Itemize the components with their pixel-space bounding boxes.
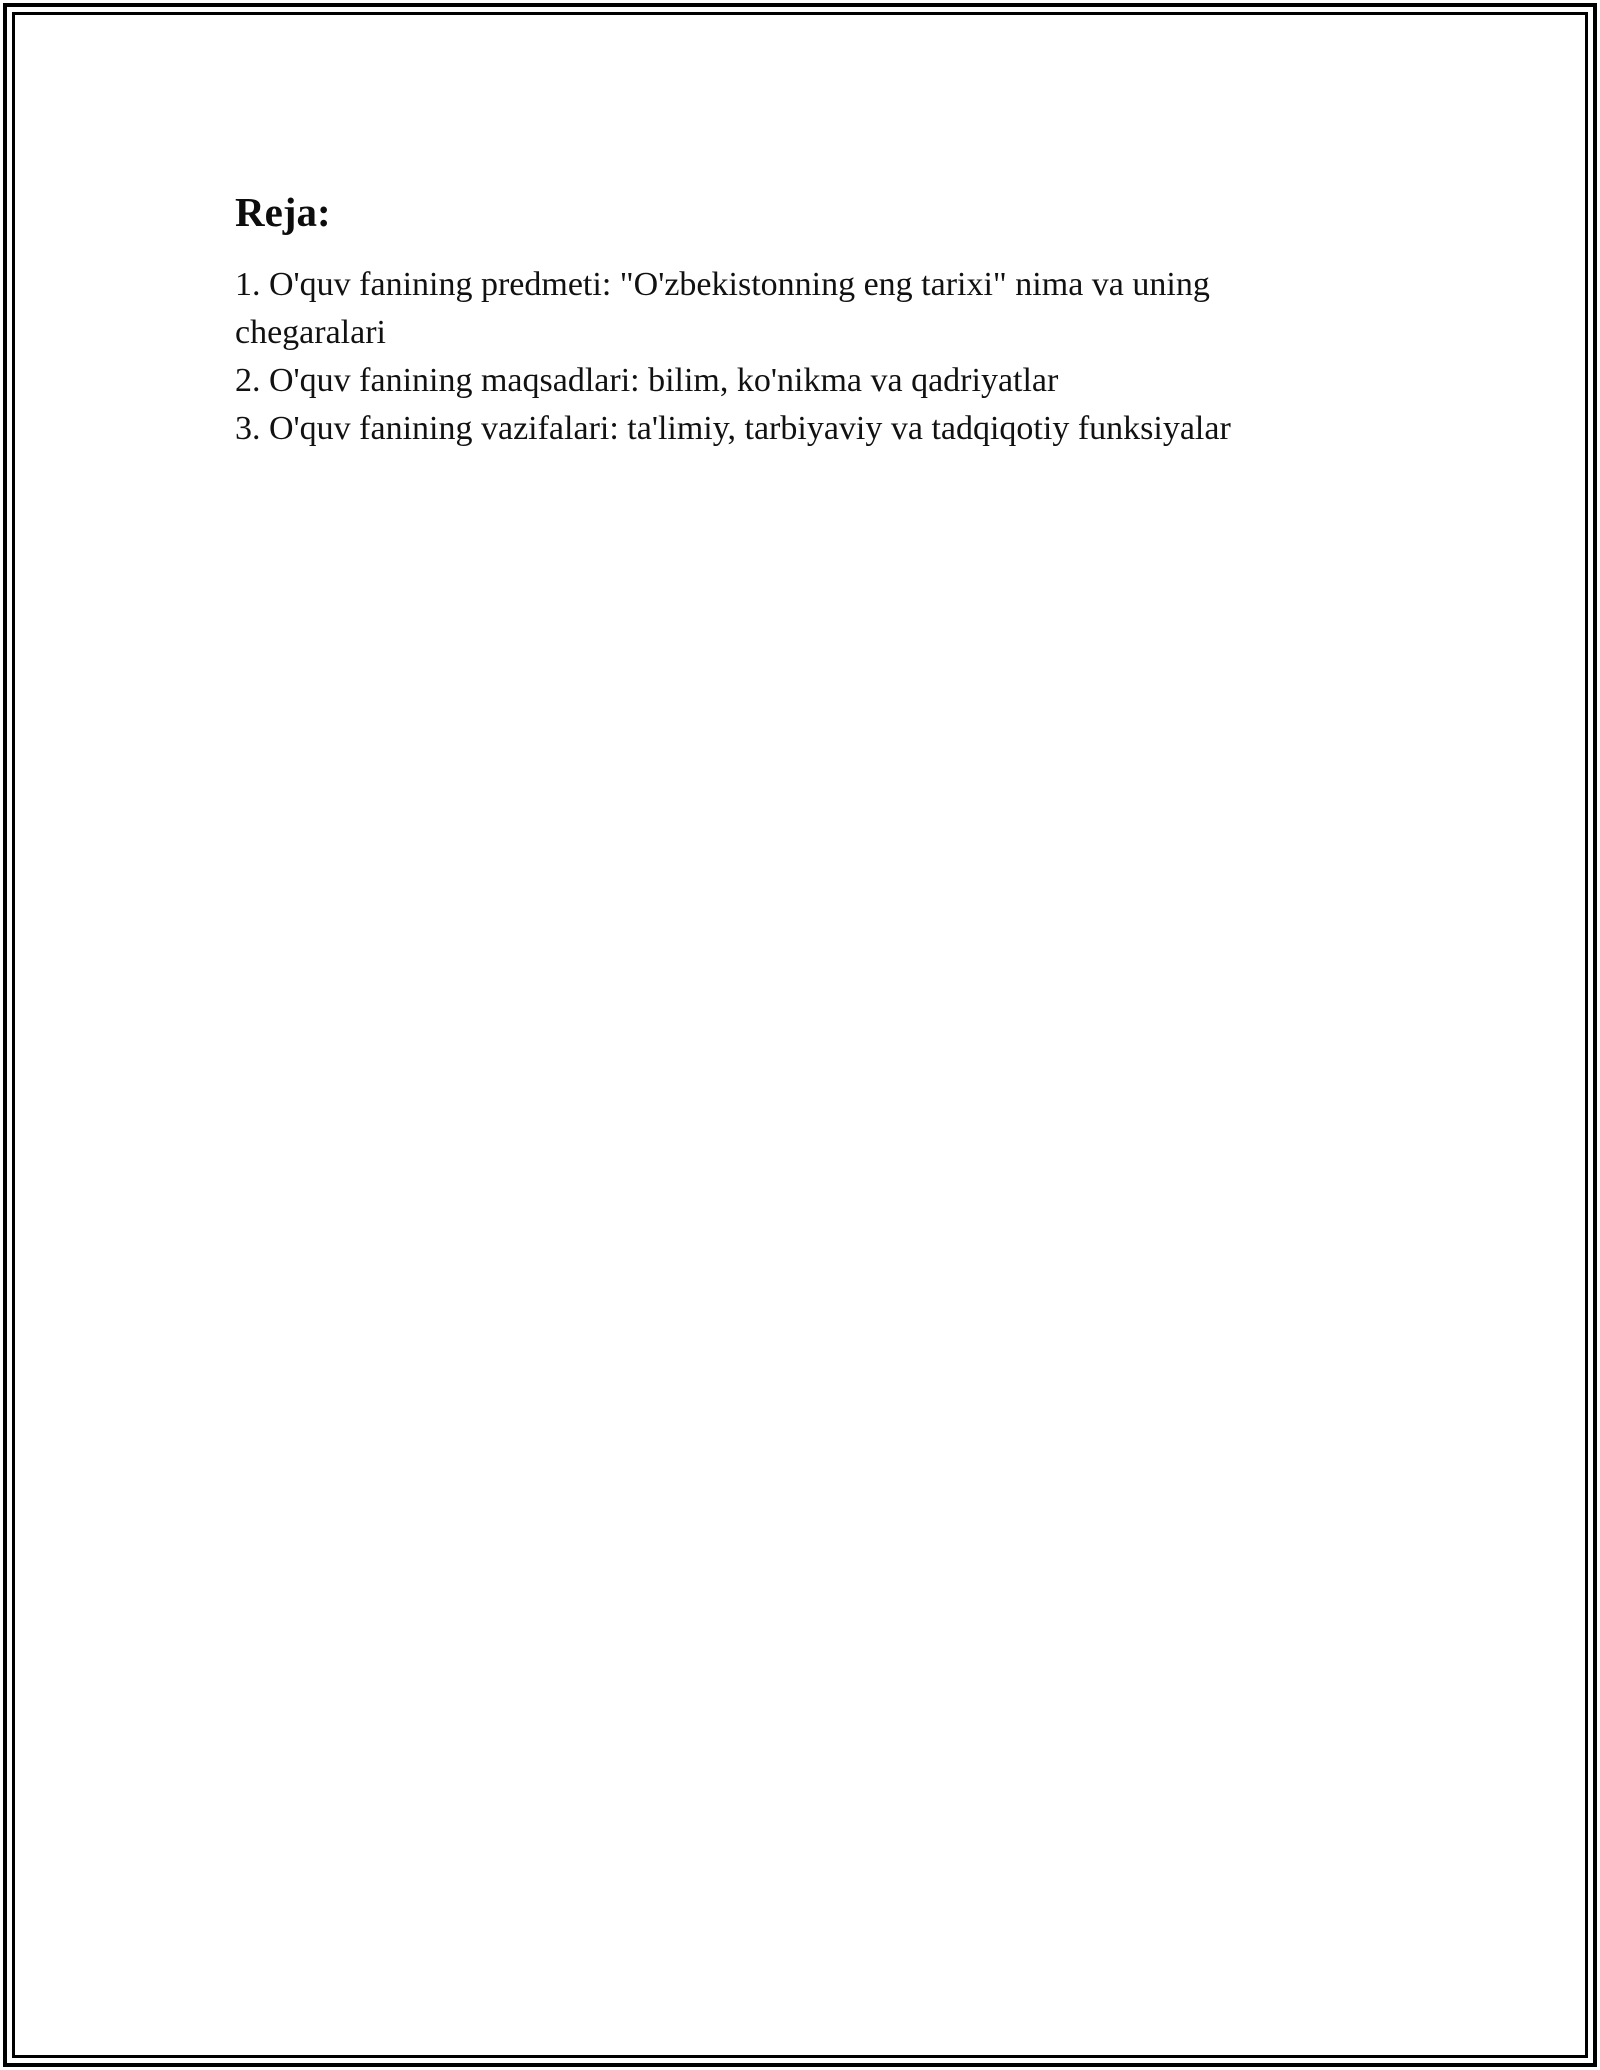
plan-item-3: 3. O'quv fanining vazifalari: ta'limiy, tarbiyaviy va tadqiqotiy funksiyalar xyxy=(235,410,1231,447)
plan-heading: Reja: xyxy=(235,189,331,235)
plan-item-1: 1. O'quv fanining predmeti: "O'zbekistonning eng tarixi" nima va uning chegaralari xyxy=(235,266,1210,351)
plan-list xyxy=(235,261,1365,453)
plan-item-2: 2. O'quv fanining maqsadlari: bilim, ko'nikma va qadriyatlar xyxy=(235,362,1059,399)
page-content xyxy=(235,183,1365,453)
